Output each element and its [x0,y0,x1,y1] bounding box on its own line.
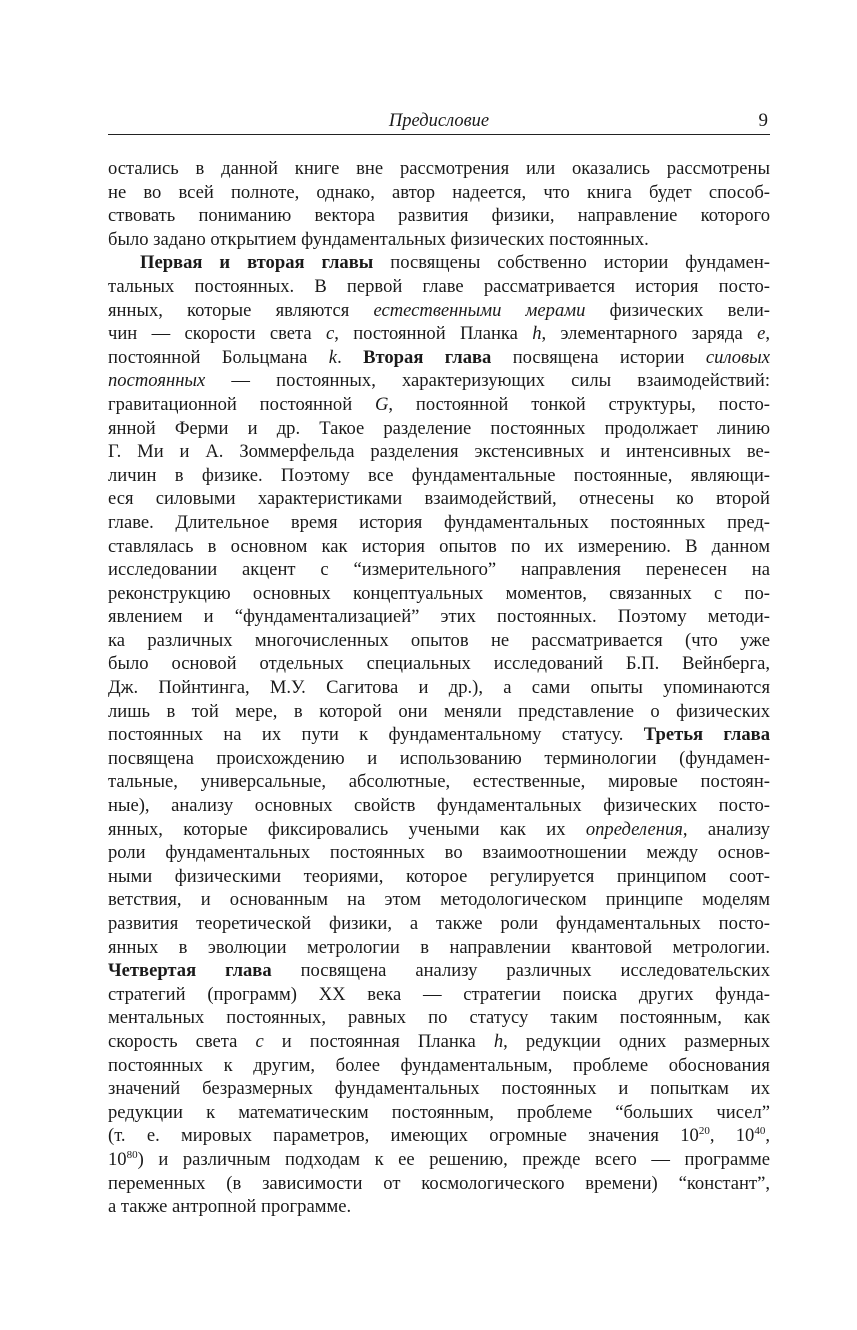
text-line [108,393,770,417]
text-segment: , [765,1125,771,1147]
text-segment: не во всей полноте, однако, автор надеется, что книга будет способ- [108,181,770,203]
text-line [108,204,770,228]
text-segment: . [337,346,364,368]
text-segment: посвящена анализу различных исследовательских [271,960,770,982]
text-segment: посвящена истории [491,346,706,368]
text-segment: ными физическими теориями, которое регулируется принципом соот- [108,865,770,887]
text-line [108,723,770,747]
text-line [108,1124,770,1148]
text-line [108,605,770,629]
text-line [108,558,770,582]
text-segment: , 10 [709,1125,755,1147]
text-segment: гравитационной постоянной [108,393,375,415]
text-segment: и постоянная Планка [263,1030,494,1052]
text-line [108,1101,770,1125]
text-segment: , анализу [682,818,770,840]
italic-text: c [325,323,335,345]
text-line [108,1195,770,1219]
text-segment: физических вели- [585,299,770,321]
text-segment: постоянной Больцмана [108,346,329,368]
text-line [108,818,770,842]
superscript: 80 [126,1148,138,1161]
bold-text: Вторая глава [363,346,492,368]
text-line [108,157,770,181]
superscript: 40 [754,1125,766,1138]
text-segment: было задано открытием фундаментальных физических постоянных. [108,228,649,250]
text-line [108,959,770,983]
text-segment: , постоянной тонкой структуры, посто- [388,393,770,415]
text-line [108,299,770,323]
text-segment: еся силовыми характеристиками взаимодействий, отнесены ко второй [108,488,770,510]
italic-text: естественными мерами [373,299,586,321]
text-line [108,652,770,676]
text-segment: явлением и “фундаментализацией” этих постоянных. Поэтому методи- [108,606,770,628]
text-line [108,983,770,1007]
page-number: 9 [758,110,768,131]
text-line [108,440,770,464]
text-segment: остались в данной книге вне рассмотрения или оказались рассмотрены [108,158,770,179]
text-line [108,700,770,724]
text-segment: ствовать пониманию вектора развития физики, направление которого [108,205,770,227]
text-segment: постоянных на их пути к фундаментальному статусу. [108,724,644,746]
text-line [108,936,770,960]
text-segment: посвящены собственно истории фундамен- [373,252,770,274]
text-line [108,511,770,535]
text-segment: янных в эволюции метрологии в направлении квантовой метрологии. [108,936,770,958]
text-segment: ка различных многочисленных опытов не рассматривается (что уже [108,629,770,651]
bold-text: Третья глава [643,724,770,746]
paragraph [108,251,770,1218]
italic-text: силовых [705,346,770,368]
text-line [108,770,770,794]
italic-text: G [374,393,389,415]
text-segment: тальные, универсальные, абсолютные, естественные, мировые постоян- [108,771,770,793]
text-segment: роли фундаментальных постоянных во взаимоотношении между основ- [108,842,770,864]
text-line [108,794,770,818]
text-segment: значений безразмерных фундаментальных постоянных и попыткам их [108,1078,770,1100]
text-segment: личин в физике. Поэтому все фундаментальные постоянные, являющи- [108,464,770,486]
text-line [108,841,770,865]
text-segment: лишь в той мере, в которой они меняли представление о физических [108,700,770,722]
text-line [108,417,770,441]
text-segment: , [765,323,771,345]
text-segment: стратегий (программ) XX века — стратегии поиска других фунда- [108,983,770,1005]
paragraph [108,157,770,251]
superscript: 20 [698,1125,710,1138]
text-line [108,228,770,252]
text-segment: развития теоретической физики, а также роли фундаментальных посто- [108,913,770,934]
italic-text: h [532,323,542,345]
text-segment: янной Ферми и др. Такое разделение постоянных продолжает линию [108,417,770,439]
running-header-title: Предисловие [388,111,490,131]
bold-text: Первая и вторая главы [140,252,374,274]
text-segment: ) и различным подходам к ее решению, прежде всего — программе [137,1148,770,1170]
text-line [108,582,770,606]
text-segment: главе. Длительное время история фундаментальных постоянных пред- [108,511,770,533]
text-segment: посвящена происхождению и использованию терминологии (фундамен- [108,747,770,769]
text-line [108,1172,770,1196]
italic-text: c [255,1030,264,1052]
text-segment: а также антропной программе. [108,1196,352,1218]
text-segment: ставлялась в основном как история опытов по их измерению. В данном [108,535,770,557]
text-segment: чин — скорости света [108,323,326,345]
text-line [108,1030,770,1054]
text-line [108,888,770,912]
text-line [108,1006,770,1030]
italic-text: k [328,346,338,368]
text-line [108,322,770,346]
text-line [108,912,770,936]
running-header [108,110,770,135]
text-segment: исследовании акцент с “измерительного” направления перенесен на [108,559,770,581]
text-line [108,535,770,559]
text-line [108,676,770,700]
bold-text: Четвертая глава [108,960,272,982]
text-line [108,629,770,653]
text-line [108,251,770,275]
italic-text: постоянных [108,370,206,392]
text-segment: — постоянных, характеризующих силы взаимодействий: [205,370,770,392]
text-segment: переменных (в зависимости от космологического времени) “констант”, [108,1172,770,1194]
italic-text: h [493,1030,504,1052]
text-line [108,865,770,889]
text-segment: Дж. Пойнтинга, М.У. Сагитова и др.), а сами опыты упоминаются [108,677,770,699]
text-line [108,1054,770,1078]
text-line [108,464,770,488]
text-segment: , элементарного заряда [541,323,758,345]
text-segment: было основой отдельных специальных исследований Б.П. Вейнберга, [108,653,770,675]
text-segment: Г. Ми и А. Зоммерфельда разделения экстенсивных и интенсивных ве- [108,441,770,463]
text-line [108,346,770,370]
text-line [108,181,770,205]
text-segment: ные), анализу основных свойств фундаментальных физических посто- [108,795,770,817]
text-segment: реконструкцию основных концептуальных моментов, связанных с по- [108,582,770,604]
text-segment: янных, которые фиксировались учеными как их [108,818,586,840]
text-line [108,1077,770,1101]
text-segment: постоянных к другим, более фундаментальным, проблеме обоснования [108,1054,770,1076]
text-line [108,275,770,299]
italic-text: e [757,323,766,345]
body-text [108,157,770,1219]
text-segment: редукции к математическим постоянным, проблеме “больших чисел” [108,1101,770,1123]
text-line [108,1148,770,1172]
text-segment: , постоянной Планка [334,323,533,345]
text-line [108,487,770,511]
text-line [108,747,770,771]
text-segment: 10 [108,1148,127,1170]
italic-text: определения [585,818,683,840]
text-segment: , редукции одних размерных [503,1030,770,1052]
text-segment: (т. е. мировых параметров, имеющих огромные значения 10 [108,1125,699,1147]
text-segment: скорость света [108,1030,256,1052]
text-line [108,369,770,393]
text-segment: ветствия, и основанным на этом методологическом принципе моделям [108,889,770,911]
text-segment: ментальных постоянных, равных по статусу таким постоянным, как [108,1007,770,1029]
text-segment: янных, которые являются [108,299,374,321]
text-segment: тальных постоянных. В первой главе рассматривается история посто- [108,275,770,297]
